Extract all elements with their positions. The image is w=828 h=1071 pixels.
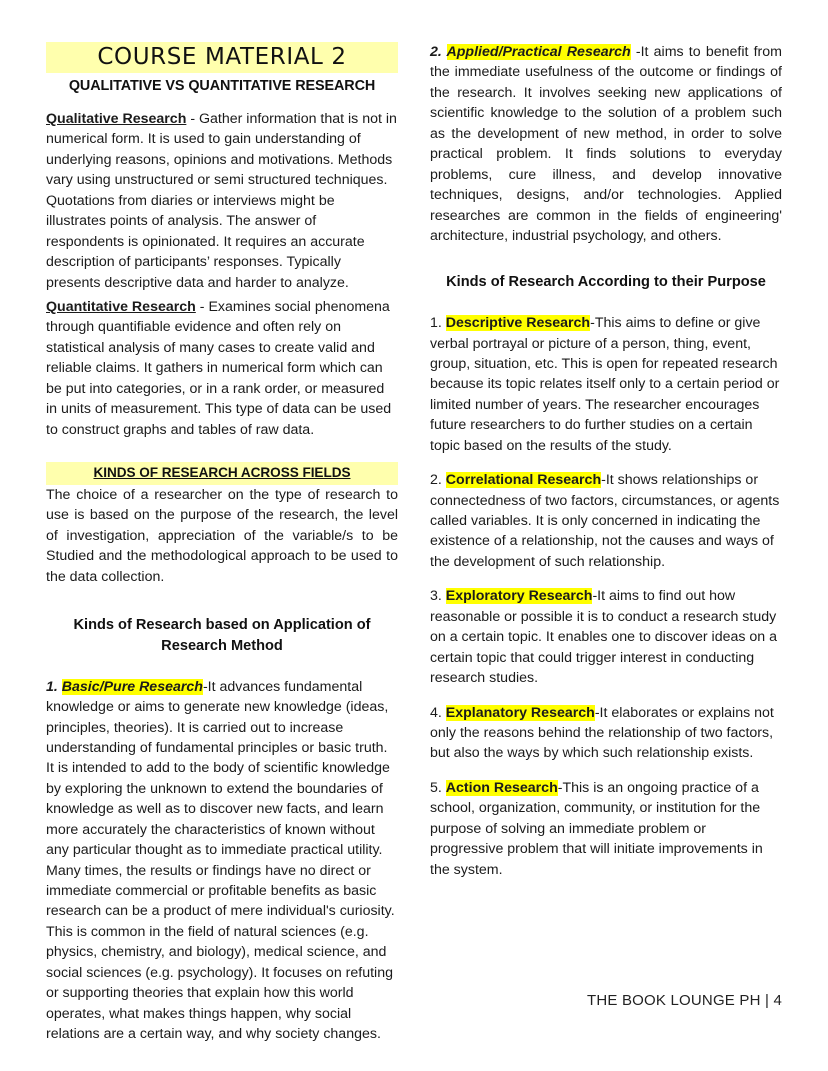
text-correlational-research: -It shows relationships or connectedness of two factors, circumstances, or agents called variables. It is only concerned in indicating the existence of a relationship, not the causes and ways of the development of such relationship. bbox=[430, 472, 780, 570]
term-basic-pure-research: Basic/Pure Research bbox=[61, 678, 203, 695]
page-subtitle: QUALITATIVE VS QUANTITATIVE RESEARCH bbox=[68, 77, 376, 94]
right-column bbox=[430, 42, 782, 880]
page-footer: THE BOOK LOUNGE PH | 4 bbox=[586, 992, 782, 1009]
term-action-research: Action Research bbox=[445, 779, 558, 796]
text-basic-pure-research: -It advances fundamental knowledge or aims to generate new knowledge (ideas, principles, theories). It is carried out to increase understanding of fundamental principles or basic truth. It is intended to add to the body of scientific knowledge by exploring the unknown to extend the boundaries of knowledge as well as to discover new facts, and learn more accurately the characteristics of known without any particular thought as to immediate practical utility. Many times, the results or findings have no direct or immediate commercial or profitable benefits as basic research can be a product of mere individual's curiosity. This is common in the field of natural sciences (e.g. physics, chemistry, and biology), medical science, and social sciences (e.g. psychology). It focuses on refuting or supporting theories that explain how this world operates, what makes things happen, why social relations are a certain way, and why society changes. bbox=[46, 678, 395, 1043]
item-number-5-action: 5. bbox=[430, 779, 446, 796]
paragraph-correlational-research bbox=[430, 470, 782, 572]
item-number-1-descriptive: 1. bbox=[430, 315, 446, 332]
left-column bbox=[46, 42, 398, 1045]
paragraph-basic-pure-research bbox=[46, 677, 398, 1045]
text-exploratory-research: -It aims to find out how reasonable or possible it is to conduct a research study on a certain topic. It enables one to discover ideas on a certain topic that could trigger interest in conducting research studies. bbox=[430, 588, 778, 687]
dash-separator-quantitative: - bbox=[195, 298, 209, 315]
text-descriptive-research: -This aims to define or give verbal portrayal or picture of a person, thing, event, group, situation, etc. This is open for repeated research because its topic relates itself only to a certain period or limited number of years. The researcher encourages future researchers to do further studies on a certain topic based on the results of the study. bbox=[430, 315, 780, 454]
item-number-3-exploratory: 3. bbox=[430, 588, 446, 605]
heading-kinds-by-purpose: Kinds of Research According to their Purpose bbox=[446, 274, 766, 291]
page-title: COURSE MATERIAL 2 bbox=[97, 44, 347, 70]
paragraph-applied-practical-research bbox=[430, 42, 782, 246]
term-applied-practical-research: Applied/Practical Research bbox=[446, 44, 631, 60]
term-qualitative-research: Qualitative Research bbox=[46, 111, 187, 128]
text-explanatory-research: -It elaborates or explains not only the reasons behind the relationship of two factors, but also the ways by which such relationship exists. bbox=[430, 704, 774, 762]
paragraph-action-research bbox=[430, 778, 782, 880]
paragraph-exploratory-research bbox=[430, 586, 782, 688]
heading-kinds-by-application: Kinds of Research based on Application of Research Method bbox=[73, 617, 371, 654]
term-explanatory-research: Explanatory Research bbox=[445, 704, 595, 721]
paragraph-descriptive-research bbox=[430, 313, 782, 456]
item-number-2-applied: 2. bbox=[430, 44, 447, 60]
paragraph-quantitative-research bbox=[46, 297, 398, 440]
item-number-4-explanatory: 4. bbox=[430, 704, 446, 721]
text-quantitative-research: Examines social phenomena through quantifiable evidence and often rely on statistical analysis of many cases to create valid and reliable claims. It gathers in numerical form which can be put into categories, or in a rank order, or measured in units of measurement. This type of data can be used to construct graphs and tables of raw data. bbox=[46, 298, 392, 438]
paragraph-explanatory-research bbox=[430, 703, 782, 764]
section-heading-label: KINDS OF RESEARCH ACROSS FIELDS bbox=[93, 465, 351, 481]
item-number-1-basic: 1. bbox=[46, 678, 62, 695]
text-qualitative-research: Gather information that is not in numerical form. It is used to gain understanding of underlying reasons, opinions and motivations. Methods vary using unstructured or semi structured techniques. Quotations from diaries or interviews might be illustrates points of analysis. The answer of respondents is opinionated. It requires an accurate description of participants’ responses. Typically presents descriptive data and harder to analyze. bbox=[46, 111, 397, 291]
item-number-2-correlational: 2. bbox=[430, 472, 446, 489]
section-heading-kinds-across-fields bbox=[46, 462, 398, 485]
dash-separator-qualitative: - bbox=[186, 111, 199, 128]
document-title-banner bbox=[46, 42, 398, 73]
term-correlational-research: Correlational Research bbox=[445, 472, 602, 489]
term-exploratory-research: Exploratory Research bbox=[445, 588, 593, 605]
paragraph-kinds-intro: The choice of a researcher on the type of research to use is based on the purpose of the research, the level of investigation, appreciation of the variable/s to be Studied and the methodological approach to be used to the data collection. bbox=[46, 487, 398, 585]
text-action-research: -This is an ongoing practice of a school, organization, community, or institution for the purpose of solving an immediate problem or progressive problem that will initiate improvements in the system. bbox=[430, 779, 763, 878]
term-descriptive-research: Descriptive Research bbox=[445, 315, 591, 332]
term-quantitative-research: Quantitative Research bbox=[46, 298, 196, 315]
text-applied-practical-research: -It aims to benefit from the immediate usefulness of the outcome or findings of the research. It involves seeking new applications of scientific knowledge to the solution of a problem such as the development of new method, in order to solve practical problem. It finds solutions to everyday problems, cure illness, and develop innovative techniques, designs, and/or technologies. Applied researches are common in the fields of engineering' architecture, industrial psychology, and others. bbox=[430, 44, 782, 244]
paragraph-qualitative-research bbox=[46, 109, 398, 293]
